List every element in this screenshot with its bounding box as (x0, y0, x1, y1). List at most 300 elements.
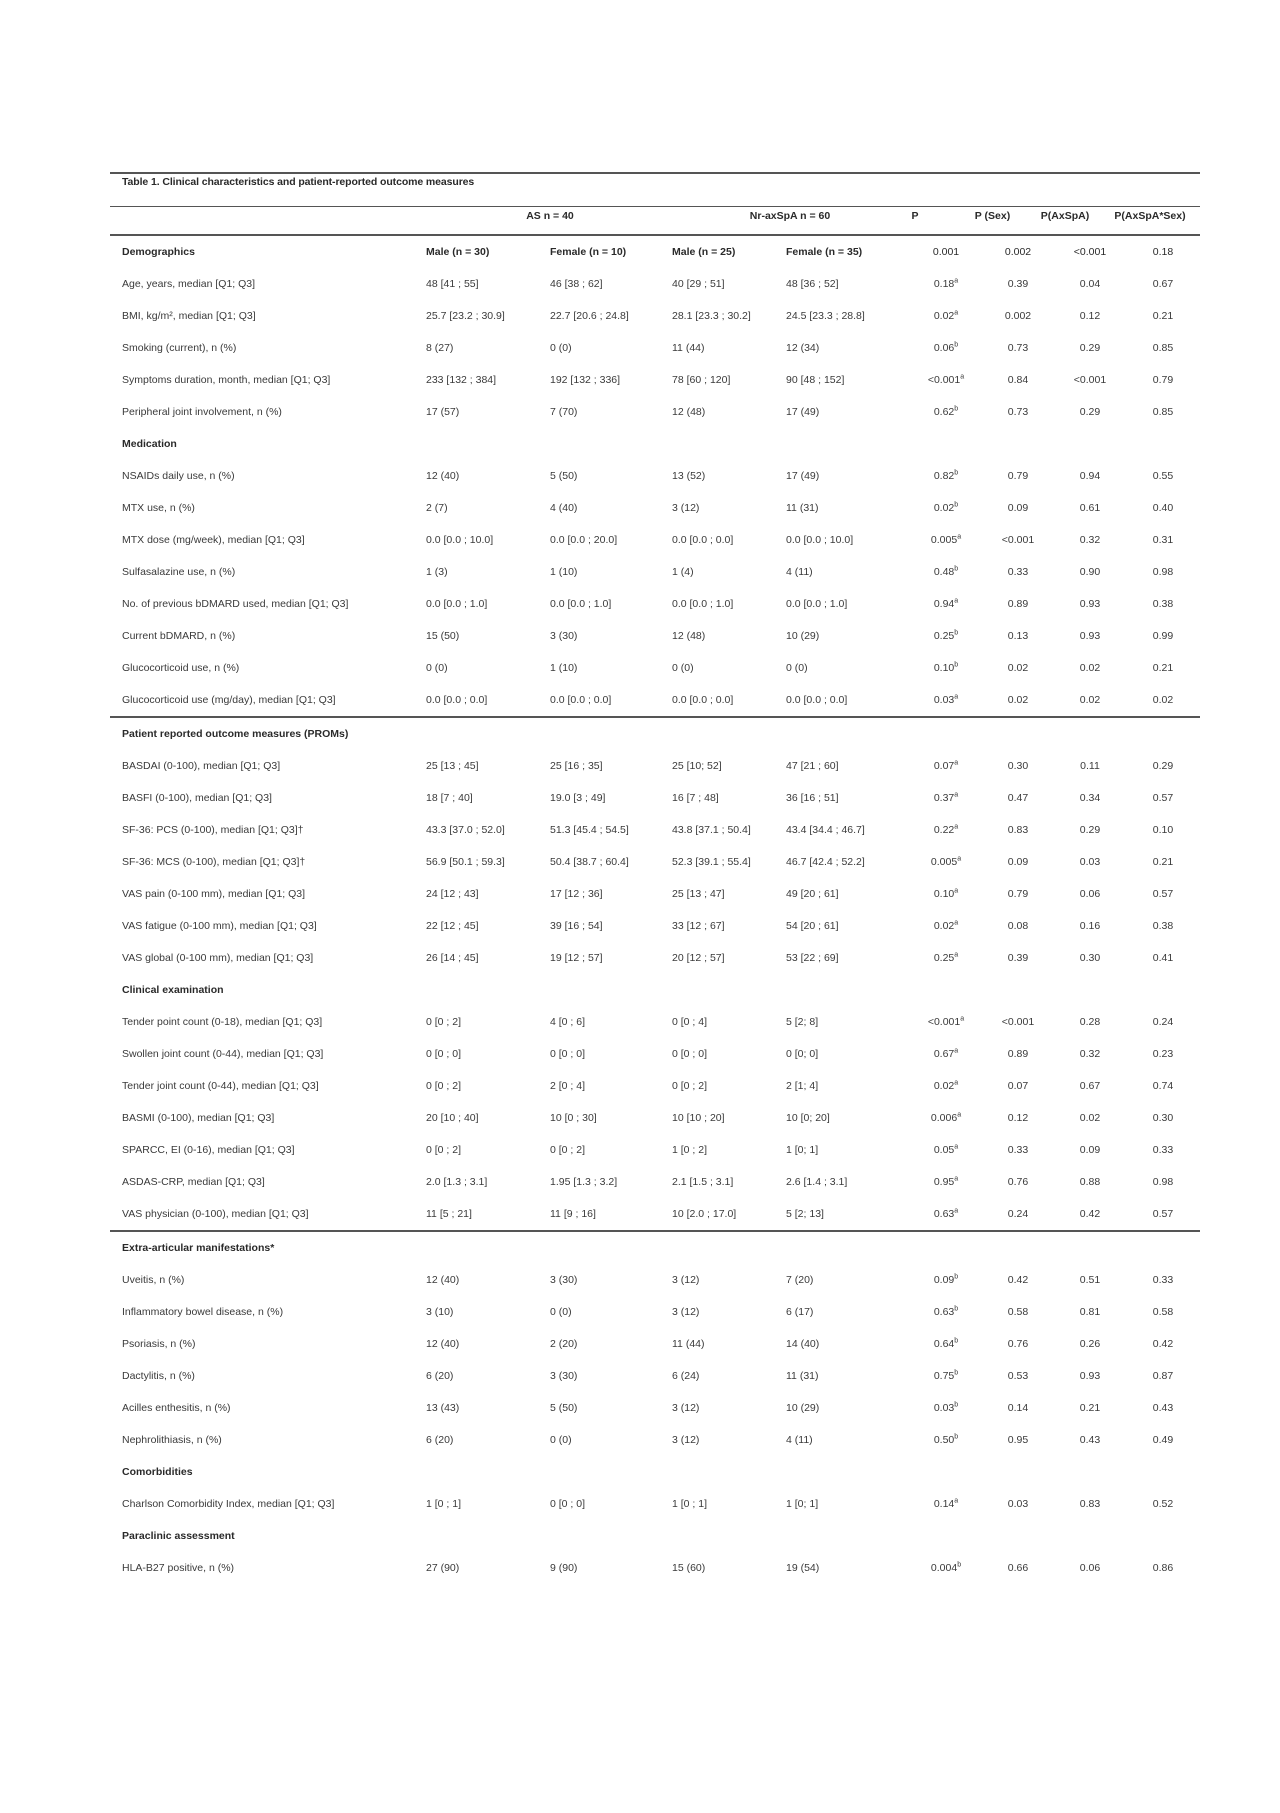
cell-nr-female: 11 (31) (786, 502, 819, 514)
p-value: 0.004 (930, 1562, 958, 1574)
cell-nr-male: 6 (24) (672, 1370, 700, 1382)
cell-as-female: 17 [12 ; 36] (550, 888, 603, 900)
header-as-male: Male (n = 30) (426, 235, 550, 268)
section-title: Medication (122, 438, 177, 450)
cell-as-female: 0.0 [0.0 ; 0.0] (550, 694, 612, 706)
table-row (110, 268, 1200, 300)
cell-p (910, 556, 982, 588)
p-value: 0.18 (933, 278, 955, 290)
cell-as-male: 1 [0 ; 1] (426, 1498, 462, 1510)
cell-nr-female: 0 [0; 0] (786, 1048, 819, 1060)
cell-p-axspa-sex: 0.21 (1152, 310, 1174, 322)
cell-p-axspa-sex: 0.02 (1152, 694, 1174, 706)
table-row (110, 492, 1200, 524)
section-header-row (110, 974, 1200, 1006)
cell-p (910, 620, 982, 652)
cell-p-sex: 0.02 (1007, 694, 1029, 706)
cell-p-axspa: 0.09 (1079, 1144, 1101, 1156)
cell-as-female: 0 [0 ; 0] (550, 1498, 586, 1510)
cell-p-axspa: 0.29 (1079, 406, 1101, 418)
cell-p-axspa: 0.90 (1079, 566, 1101, 578)
p-value: <0.001 (927, 1016, 961, 1028)
p-value: 0.10 (933, 662, 955, 674)
p-footnote-marker: a (954, 791, 959, 799)
table-row (110, 1134, 1200, 1166)
cell-as-female: 2 [0 ; 4] (550, 1080, 586, 1092)
table-row (110, 1264, 1200, 1296)
cell-p (910, 942, 982, 974)
cell-nr-female: 0.0 [0.0 ; 1.0] (786, 598, 848, 610)
p-footnote-marker: b (954, 469, 959, 477)
cell-p (910, 396, 982, 428)
cell-nr-male: 3 (12) (672, 1274, 700, 1286)
cell-p (910, 268, 982, 300)
cell-p (910, 492, 982, 524)
section-title: Patient reported outcome measures (PROMs) (110, 717, 1200, 750)
table-row (110, 1166, 1200, 1198)
cell-nr-female: 11 (31) (786, 1370, 819, 1382)
p-value: 0.67 (933, 1048, 955, 1060)
cell-as-female: 1 (10) (550, 566, 578, 578)
p-footnote-marker: b (954, 405, 959, 413)
cell-p-axspa: 0.32 (1079, 1048, 1101, 1060)
cell-nr-female: 47 [21 ; 60] (786, 760, 839, 772)
table-row (110, 1328, 1200, 1360)
cell-as-female: 0 (0) (550, 1434, 572, 1446)
p-value: <0.001 (927, 374, 961, 386)
cell-p (910, 878, 982, 910)
cell-p-axspa: 0.02 (1079, 662, 1101, 674)
cell-nr-male: 40 [29 ; 51] (672, 278, 725, 290)
cell-as-female: 1 (10) (550, 662, 578, 674)
cell-as-female: 4 [0 ; 6] (550, 1016, 586, 1028)
cell-as-male: 0 [0 ; 2] (426, 1080, 462, 1092)
cell-p-axspa: 0.83 (1079, 1498, 1101, 1510)
cell-p-axspa-sex: 0.87 (1152, 1370, 1174, 1382)
table-row (110, 524, 1200, 556)
cell-p-sex: 0.02 (1007, 662, 1029, 674)
cell-p-sex: 0.73 (1007, 342, 1029, 354)
cell-as-male: 0.0 [0.0 ; 1.0] (426, 598, 488, 610)
cell-p-sex: 0.76 (1007, 1176, 1029, 1188)
cell-nr-female: 0.0 [0.0 ; 0.0] (786, 694, 848, 706)
cell-p-sex: 0.07 (1007, 1080, 1029, 1092)
p-footnote-marker: a (954, 887, 959, 895)
cell-p-axspa-sex: 0.38 (1152, 920, 1174, 932)
cell-p-axspa: 0.42 (1079, 1208, 1101, 1220)
cell-as-male: 0 [0 ; 2] (426, 1144, 462, 1156)
row-label: HLA-B27 positive, n (%) (122, 1562, 235, 1574)
cell-p-sex: 0.13 (1007, 630, 1029, 642)
cell-p-axspa: 0.02 (1079, 694, 1101, 706)
cell-nr-male: 13 (52) (672, 470, 706, 482)
cell-nr-female: 53 [22 ; 69] (786, 952, 839, 964)
cell-p (910, 1328, 982, 1360)
cell-nr-male: 25 [13 ; 47] (672, 888, 725, 900)
cell-as-male: 8 (27) (426, 342, 454, 354)
p-footnote-marker: a (954, 693, 959, 701)
cell-p (910, 684, 982, 717)
p-value: 0.63 (933, 1306, 955, 1318)
cell-nr-male: 10 [10 ; 20] (672, 1112, 725, 1124)
cell-nr-male: 3 (12) (672, 1434, 700, 1446)
cell-p-axspa-sex: 0.42 (1152, 1338, 1174, 1350)
cell-p-axspa-sex: 0.67 (1152, 278, 1174, 290)
cell-as-male: 26 [14 ; 45] (426, 952, 479, 964)
cell-p-sex: 0.66 (1007, 1562, 1029, 1574)
table-row (110, 1006, 1200, 1038)
row-label: Charlson Comorbidity Index, median [Q1; Q3] (122, 1498, 335, 1510)
p-footnote-marker: a (954, 1047, 959, 1055)
table-row (110, 1038, 1200, 1070)
cell-nr-female: 2.6 [1.4 ; 3.1] (786, 1176, 848, 1188)
p-value: 0.005 (930, 534, 958, 546)
p-footnote-marker: b (954, 501, 959, 509)
cell-as-male: 25.7 [23.2 ; 30.9] (426, 310, 505, 322)
p-footnote-marker: b (954, 1401, 959, 1409)
cell-p-sex: 0.79 (1007, 470, 1029, 482)
cell-p-sex: 0.79 (1007, 888, 1029, 900)
cell-as-male: 56.9 [50.1 ; 59.3] (426, 856, 505, 868)
p-value: 0.02 (933, 1080, 955, 1092)
p-value: 0.64 (933, 1338, 955, 1350)
p-footnote-marker: a (954, 277, 959, 285)
cell-p-axspa: 0.29 (1079, 342, 1101, 354)
group-header-p-axspa-sex: P(AxSpA*Sex) (1114, 210, 1186, 222)
clinical-characteristics-table (110, 234, 1200, 1584)
cell-p-axspa: 0.06 (1079, 1562, 1101, 1574)
cell-as-female: 0 [0 ; 0] (550, 1048, 586, 1060)
cell-p-axspa: 0.93 (1079, 630, 1101, 642)
table-row (110, 364, 1200, 396)
cell-p-axspa: 0.03 (1079, 856, 1101, 868)
p-footnote-marker: b (954, 1337, 959, 1345)
cell-p-axspa: 0.34 (1079, 792, 1101, 804)
table-row (110, 1296, 1200, 1328)
table-row (110, 396, 1200, 428)
cell-p (910, 910, 982, 942)
cell-p-sex: 0.03 (1007, 1498, 1029, 1510)
cell-p-axspa-sex: 0.85 (1152, 406, 1174, 418)
cell-nr-female: 10 (29) (786, 1402, 820, 1414)
cell-nr-female: 6 (17) (786, 1306, 814, 1318)
cell-p-axspa: 0.21 (1079, 1402, 1101, 1414)
cell-nr-male: 15 (60) (672, 1562, 706, 1574)
cell-as-male: 233 [132 ; 384] (426, 374, 497, 386)
row-label: ASDAS-CRP, median [Q1; Q3] (122, 1176, 265, 1188)
cell-nr-female: 46.7 [42.4 ; 52.2] (786, 856, 865, 868)
cell-p (910, 1038, 982, 1070)
group-header-p-axspa: P(AxSpA) (1040, 210, 1090, 222)
cell-nr-male: 12 (48) (672, 630, 706, 642)
cell-p (910, 1552, 982, 1584)
row-label: Peripheral joint involvement, n (%) (122, 406, 282, 418)
table-top-rule (110, 172, 1200, 174)
section-title: Clinical examination (122, 984, 224, 996)
p-value: 0.07 (933, 760, 955, 772)
cell-p-axspa-sex: 0.86 (1152, 1562, 1174, 1574)
cell-as-female: 9 (90) (550, 1562, 578, 1574)
cell-p (910, 524, 982, 556)
cell-as-male: 13 (43) (426, 1402, 460, 1414)
cell-p-axspa-sex: 0.33 (1152, 1274, 1174, 1286)
cell-as-male: 0 (0) (426, 662, 448, 674)
p-value: 0.82 (933, 470, 955, 482)
p-footnote-marker: b (954, 629, 959, 637)
p-footnote-marker: a (954, 759, 959, 767)
header-p-interaction-value: 0.18 (1126, 235, 1200, 268)
cell-p-axspa-sex: 0.24 (1152, 1016, 1174, 1028)
table-row (110, 1392, 1200, 1424)
cell-p-axspa: 0.30 (1079, 952, 1101, 964)
cell-p (910, 1424, 982, 1456)
cell-nr-female: 2 [1; 4] (786, 1080, 819, 1092)
row-label: Glucocorticoid use, n (%) (122, 662, 240, 674)
cell-as-male: 22 [12 ; 45] (426, 920, 479, 932)
cell-p-sex: 0.84 (1007, 374, 1029, 386)
cell-p-axspa: 0.16 (1079, 920, 1101, 932)
cell-nr-male: 16 [7 ; 48] (672, 792, 719, 804)
cell-p-axspa-sex: 0.40 (1152, 502, 1174, 514)
cell-p-axspa-sex: 0.10 (1152, 824, 1174, 836)
cell-as-male: 3 (10) (426, 1306, 454, 1318)
cell-nr-male: 11 (44) (672, 1338, 705, 1350)
p-value: 0.09 (933, 1274, 955, 1286)
table-row (110, 750, 1200, 782)
cell-p (910, 300, 982, 332)
cell-nr-male: 25 [10; 52] (672, 760, 722, 772)
cell-p-axspa: 0.11 (1080, 760, 1100, 772)
cell-p-axspa: 0.81 (1079, 1306, 1101, 1318)
cell-p-sex: 0.89 (1007, 598, 1029, 610)
p-value: 0.05 (933, 1144, 955, 1156)
title-rule (110, 206, 1200, 207)
p-footnote-marker: a (954, 1497, 959, 1505)
row-label: SF-36: PCS (0-100), median [Q1; Q3]† (122, 824, 304, 836)
cell-nr-female: 4 (11) (786, 566, 813, 578)
cell-as-male: 0 [0 ; 2] (426, 1016, 462, 1028)
cell-as-female: 11 [9 ; 16] (550, 1208, 596, 1220)
section-title: Extra-articular manifestations* (110, 1231, 1200, 1264)
table-row (110, 1488, 1200, 1520)
row-label: Inflammatory bowel disease, n (%) (122, 1306, 284, 1318)
cell-nr-male: 78 [60 ; 120] (672, 374, 731, 386)
cell-nr-male: 0 [0 ; 2] (672, 1080, 708, 1092)
p-value: 0.10 (933, 888, 955, 900)
table-title: Table 1. Clinical characteristics and patient-reported outcome measures (122, 176, 475, 188)
cell-p-axspa: 0.43 (1079, 1434, 1101, 1446)
cell-nr-female: 14 (40) (786, 1338, 820, 1350)
cell-nr-female: 54 [20 ; 61] (786, 920, 839, 932)
row-label: Smoking (current), n (%) (122, 342, 237, 354)
cell-p-sex: 0.73 (1007, 406, 1029, 418)
row-label: Swollen joint count (0-44), median [Q1; Q3] (122, 1048, 324, 1060)
row-label: BMI, kg/m², median [Q1; Q3] (122, 310, 256, 322)
p-footnote-marker: b (954, 661, 959, 669)
p-footnote-marker: a (954, 919, 959, 927)
cell-p-sex: <0.001 (1001, 1016, 1035, 1028)
table-row (110, 1424, 1200, 1456)
p-footnote-marker: a (957, 533, 962, 541)
cell-p-axspa-sex: 0.30 (1152, 1112, 1174, 1124)
cell-nr-female: 10 [0; 20] (786, 1112, 830, 1124)
cell-nr-male: 0 [0 ; 4] (672, 1016, 708, 1028)
cell-as-male: 12 (40) (426, 1274, 460, 1286)
cell-p-axspa: <0.001 (1073, 374, 1107, 386)
table-row (110, 652, 1200, 684)
cell-nr-female: 19 (54) (786, 1562, 820, 1574)
cell-p (910, 1488, 982, 1520)
cell-as-male: 17 (57) (426, 406, 460, 418)
cell-as-female: 0 (0) (550, 1306, 572, 1318)
group-header-nr-axspa: Nr-axSpA n = 60 (749, 210, 831, 222)
header-p-sex-value: 0.002 (982, 235, 1054, 268)
cell-p-sex: 0.33 (1007, 1144, 1029, 1156)
cell-p-axspa-sex: 0.23 (1152, 1048, 1174, 1060)
p-value: 0.02 (933, 310, 955, 322)
table-row (110, 556, 1200, 588)
cell-nr-female: 48 [36 ; 52] (786, 278, 839, 290)
cell-p-axspa-sex: 0.43 (1152, 1402, 1174, 1414)
row-label: Glucocorticoid use (mg/day), median [Q1; Q3] (122, 694, 336, 706)
cell-nr-male: 43.8 [37.1 ; 50.4] (672, 824, 751, 836)
cell-p-sex: 0.09 (1007, 856, 1029, 868)
p-value: 0.25 (933, 952, 955, 964)
section-header-row (110, 1456, 1200, 1488)
cell-p-axspa-sex: 0.58 (1152, 1306, 1174, 1318)
cell-as-male: 48 [41 ; 55] (426, 278, 479, 290)
row-label: Nephrolithiasis, n (%) (122, 1434, 222, 1446)
cell-nr-female: 0.0 [0.0 ; 10.0] (786, 534, 854, 546)
cell-p-axspa: 0.06 (1079, 888, 1101, 900)
cell-as-male: 18 [7 ; 40] (426, 792, 473, 804)
row-label: NSAIDs daily use, n (%) (122, 470, 235, 482)
cell-nr-female: 7 (20) (786, 1274, 814, 1286)
p-value: 0.006 (930, 1112, 958, 1124)
group-header-p-sex: P (Sex) (974, 210, 1011, 222)
cell-p-axspa-sex: 0.21 (1152, 662, 1174, 674)
cell-p-sex: 0.12 (1007, 1112, 1029, 1124)
cell-p-axspa: 0.88 (1079, 1176, 1101, 1188)
cell-p-axspa: 0.94 (1079, 470, 1101, 482)
section-header-row (110, 1520, 1200, 1552)
cell-as-female: 1.95 [1.3 ; 3.2] (550, 1176, 618, 1188)
cell-p-axspa-sex: 0.38 (1152, 598, 1174, 610)
cell-p-axspa-sex: 0.49 (1152, 1434, 1174, 1446)
cell-as-female: 192 [132 ; 336] (550, 374, 621, 386)
cell-as-male: 0.0 [0.0 ; 0.0] (426, 694, 488, 706)
cell-nr-male: 11 (44) (672, 342, 705, 354)
cell-nr-male: 3 (12) (672, 1306, 700, 1318)
table-row (110, 1102, 1200, 1134)
cell-nr-female: 0 (0) (786, 662, 808, 674)
cell-p-axspa-sex: 0.55 (1152, 470, 1174, 482)
cell-nr-male: 1 [0 ; 1] (672, 1498, 708, 1510)
cell-nr-male: 1 (4) (672, 566, 694, 578)
p-value: 0.03 (933, 694, 955, 706)
cell-p-axspa-sex: 0.98 (1152, 566, 1174, 578)
cell-nr-female: 10 (29) (786, 630, 820, 642)
table-row (110, 684, 1200, 717)
cell-as-female: 0.0 [0.0 ; 20.0] (550, 534, 618, 546)
row-label: MTX dose (mg/week), median [Q1; Q3] (122, 534, 305, 546)
table-row (110, 942, 1200, 974)
cell-as-female: 3 (30) (550, 630, 578, 642)
cell-p-axspa-sex: 0.79 (1152, 374, 1174, 386)
cell-p-sex: 0.83 (1007, 824, 1029, 836)
cell-as-male: 43.3 [37.0 ; 52.0] (426, 824, 505, 836)
cell-p-sex: <0.001 (1001, 534, 1035, 546)
row-label: SF-36: MCS (0-100), median [Q1; Q3]† (122, 856, 306, 868)
p-footnote-marker: b (957, 1561, 962, 1569)
cell-p-sex: 0.08 (1007, 920, 1029, 932)
cell-p-axspa-sex: 0.57 (1152, 1208, 1174, 1220)
cell-nr-male: 0 (0) (672, 662, 694, 674)
cell-p-axspa-sex: 0.52 (1152, 1498, 1174, 1510)
cell-nr-male: 52.3 [39.1 ; 55.4] (672, 856, 751, 868)
p-value: 0.005 (930, 856, 958, 868)
row-label: MTX use, n (%) (122, 502, 195, 514)
row-label: Current bDMARD, n (%) (122, 630, 236, 642)
cell-as-female: 7 (70) (550, 406, 578, 418)
cell-as-female: 0 (0) (550, 342, 572, 354)
row-label: VAS fatigue (0-100 mm), median [Q1; Q3] (122, 920, 317, 932)
cell-p (910, 1102, 982, 1134)
row-label: Symptoms duration, month, median [Q1; Q3] (122, 374, 331, 386)
cell-p (910, 460, 982, 492)
table-row (110, 910, 1200, 942)
row-label: Age, years, median [Q1; Q3] (122, 278, 256, 290)
table-row (110, 1552, 1200, 1584)
cell-nr-female: 43.4 [34.4 ; 46.7] (786, 824, 865, 836)
p-footnote-marker: b (954, 1273, 959, 1281)
cell-as-female: 4 (40) (550, 502, 578, 514)
cell-p (910, 782, 982, 814)
p-footnote-marker: a (954, 1079, 959, 1087)
cell-as-male: 12 (40) (426, 470, 460, 482)
p-value: 0.03 (933, 1402, 955, 1414)
p-value: 0.48 (933, 566, 955, 578)
p-footnote-marker: a (960, 1015, 965, 1023)
cell-nr-male: 0.0 [0.0 ; 0.0] (672, 694, 734, 706)
table-row (110, 1070, 1200, 1102)
cell-p-axspa-sex: 0.41 (1152, 952, 1174, 964)
cell-nr-female: 90 [48 ; 152] (786, 374, 845, 386)
row-label: BASDAI (0-100), median [Q1; Q3] (122, 760, 281, 772)
p-footnote-marker: a (954, 1175, 959, 1183)
cell-as-female: 10 [0 ; 30] (550, 1112, 597, 1124)
p-footnote-marker: b (954, 565, 959, 573)
row-label: Dactylitis, n (%) (122, 1370, 195, 1382)
cell-as-male: 11 [5 ; 21] (426, 1208, 472, 1220)
cell-p-axspa: 0.28 (1079, 1016, 1101, 1028)
cell-nr-male: 2.1 [1.5 ; 3.1] (672, 1176, 734, 1188)
table-row (110, 782, 1200, 814)
p-footnote-marker: a (954, 597, 959, 605)
p-value: 0.02 (933, 920, 955, 932)
group-header-p: P (911, 210, 919, 222)
p-footnote-marker: b (954, 1433, 959, 1441)
cell-nr-female: 12 (34) (786, 342, 820, 354)
cell-as-male: 1 (3) (426, 566, 448, 578)
cell-nr-male: 10 [2.0 ; 17.0] (672, 1208, 737, 1220)
row-label: VAS pain (0-100 mm), median [Q1; Q3] (122, 888, 306, 900)
p-value: 0.14 (933, 1498, 955, 1510)
cell-p-axspa: 0.04 (1079, 278, 1101, 290)
cell-as-female: 5 (50) (550, 1402, 578, 1414)
p-value: 0.95 (933, 1176, 955, 1188)
row-label: Psoriasis, n (%) (122, 1338, 196, 1350)
